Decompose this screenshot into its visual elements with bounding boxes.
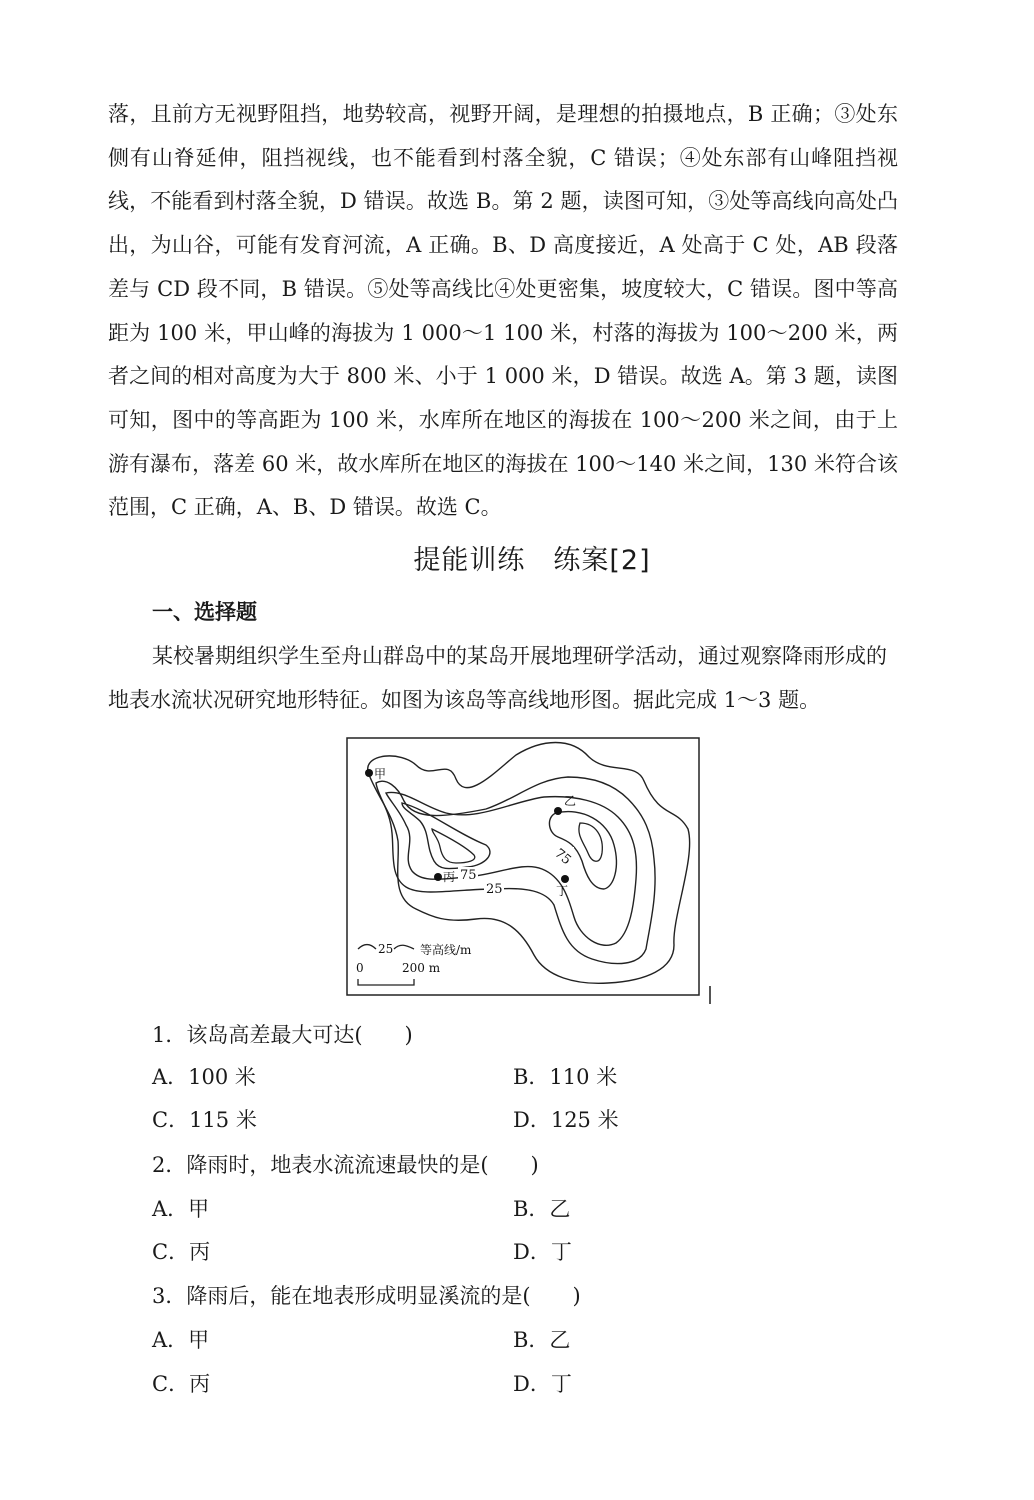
legend-scale-bar	[358, 979, 414, 985]
question-1-stem: 1．该岛高差最大可达( )	[152, 1023, 413, 1047]
question-3-stem: 3．降雨后，能在地表形成明显溪流的是( )	[152, 1284, 581, 1308]
legend-contour-value: 25	[378, 942, 394, 956]
question-2-stem: 2．降雨时，地表水流流速最快的是( )	[152, 1153, 539, 1177]
answer-explanation: 落，且前方无视野阻挡，地势较高，视野开阔，是理想的拍摄地点，B 正确；③处东侧有山脊延伸，阻挡视线，也不能看到村落全貌，C 错误；④处东部有山峰阻挡视线，不能看到村落全貌，D 错误。故选 B。第 2 题，读图可知，③处等高线向高处凸出，为山谷，可能有发育河流，A 正确。B、D 高度接近，A 处高于 C 处，AB 段落差与 CD 段不同，B 错误。⑤处等高线比④处更密集，坡度较大，C 错误。图中等高距为 100 米，甲山峰的海拔为 1 000～1 100 米，村落的海拔为 100～200 米，两者之间的相对高度为大于 800 米、小于 1 000 米，D 错误。故选 A。第 3 题，读图可知，图中的等高距为 100 米，水库所在地区的海拔在 100～200 米之间，由于上游有瀑布，落差 60 米，故水库所在地区的海拔在 100～140 米之间，130 米符合该范围，C 正确，A、B、D 错误。故选 C。	[108, 102, 898, 520]
contour-label-25: 25	[486, 882, 503, 897]
contour-line-25	[376, 777, 655, 964]
question-1-option-c[interactable]: C．115 米	[152, 1108, 257, 1132]
point-ding-label: 丁	[556, 884, 569, 898]
contour-line-100-west	[432, 829, 475, 863]
section-title: 提能训练 练案[2]	[413, 545, 651, 576]
point-jia-label: 甲	[374, 767, 387, 781]
question-3-option-a[interactable]: A．甲	[152, 1328, 210, 1352]
contour-line-100-east	[579, 823, 602, 861]
question-intro: 某校暑期组织学生至舟山群岛中的某岛开展地理研学活动，通过观察降雨形成的地表水流状况研究地形特征。如图为该岛等高线地形图。据此完成 1～3 题。	[108, 644, 887, 712]
contour-label-75-east: 75	[551, 846, 574, 869]
question-1-option-a[interactable]: A．100 米	[152, 1065, 256, 1089]
point-ding-marker	[561, 875, 569, 883]
legend-scale-zero: 0	[356, 961, 364, 975]
subsection-heading: 一、选择题	[152, 600, 257, 624]
question-3-option-b[interactable]: B．乙	[513, 1328, 571, 1352]
point-jia-marker	[365, 769, 373, 777]
question-1-option-d[interactable]: D．125 米	[513, 1108, 619, 1132]
point-yi-marker	[554, 807, 562, 815]
point-yi-label: 乙	[564, 794, 577, 808]
legend-scale-end: 200 m	[402, 961, 441, 975]
question-3-option-c[interactable]: C．丙	[152, 1372, 211, 1396]
legend-contour-sample	[358, 945, 376, 950]
text-cursor	[709, 986, 711, 1004]
contour-line-50	[386, 792, 636, 945]
point-bing-marker	[434, 873, 442, 881]
question-3-option-d[interactable]: D．丁	[513, 1372, 572, 1396]
legend-contour-text: 等高线/m	[420, 943, 472, 957]
question-2-option-b[interactable]: B．乙	[513, 1197, 571, 1221]
contour-label-75-west: 75	[460, 868, 477, 883]
contour-map	[346, 737, 700, 996]
contour-line-outer	[368, 743, 690, 984]
question-1-option-b[interactable]: B．110 米	[513, 1065, 618, 1089]
point-bing-label: 丙	[443, 870, 456, 884]
question-2-option-a[interactable]: A．甲	[152, 1197, 210, 1221]
question-2-option-d[interactable]: D．丁	[513, 1240, 572, 1264]
question-2-option-c[interactable]: C．丙	[152, 1240, 211, 1264]
